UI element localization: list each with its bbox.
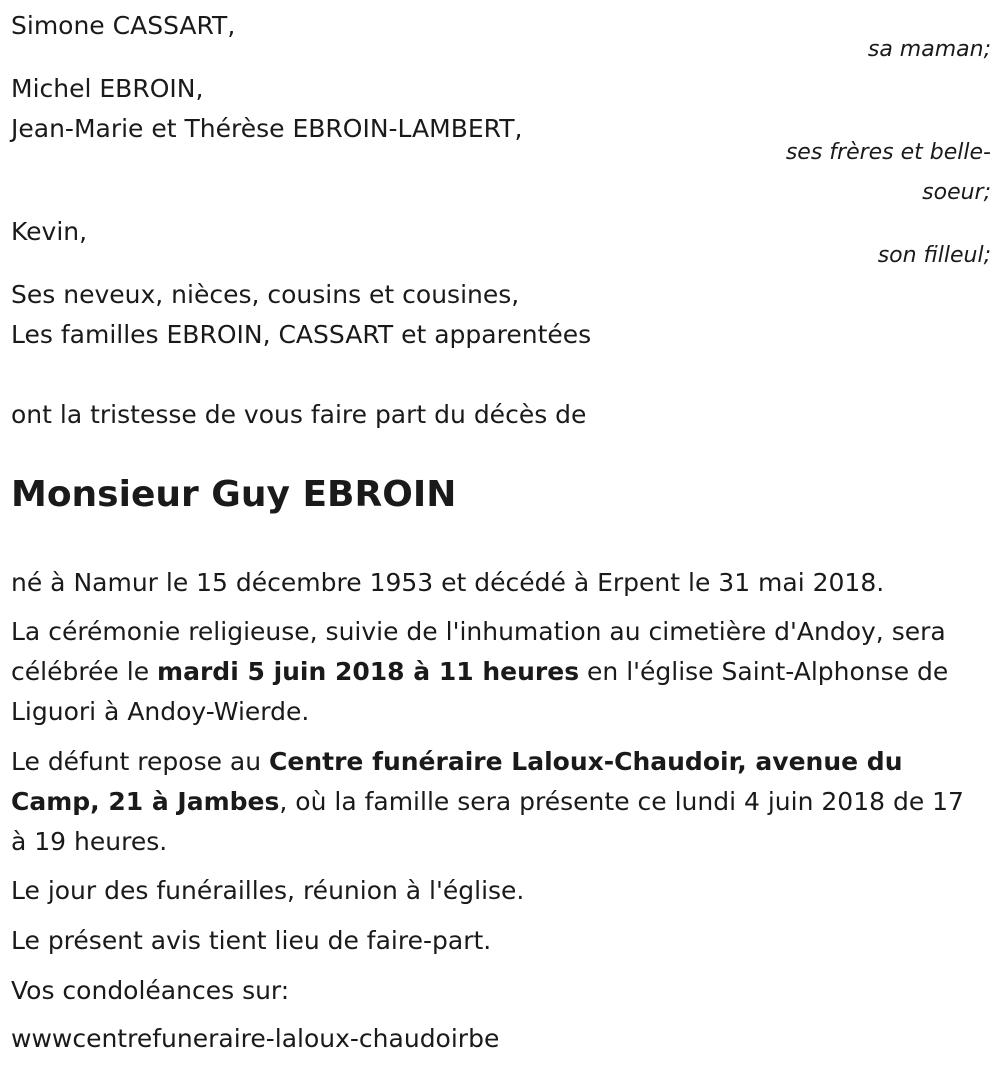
godson-name: Kevin, (11, 217, 88, 246)
condolences-label: Vos condoléances sur: (11, 976, 290, 1005)
announcement-intro: ont la tristesse de vous faire part du décès de (11, 400, 587, 429)
mother-name: Simone CASSART, (11, 11, 236, 40)
deceased-name: Monsieur Guy EBROIN (11, 474, 457, 515)
ceremony-text-end: en l'église Saint-Alphonse de Liguori à Andoy-Wierde. (11, 657, 949, 726)
meeting-text: Le jour des funérailles, réunion à l'église. (11, 876, 525, 905)
relatives-line-1: Ses neveux, nièces, cousins et cousines, (11, 280, 520, 309)
ceremony-paragraph (11, 612, 981, 732)
relatives-line-2: Les familles EBROIN, CASSART et apparentées (11, 320, 592, 349)
birth-death-text: né à Namur le 15 décembre 1953 et décédé à Erpent le 31 mai 2018. (11, 568, 885, 597)
brother-name-1: Michel EBROIN, (11, 74, 204, 103)
brother-name-2: Jean-Marie et Thérèse EBROIN-LAMBERT, (11, 114, 523, 143)
rest-paragraph (11, 742, 986, 862)
rest-text-start: Le défunt repose au (11, 747, 270, 776)
ceremony-date-time: mardi 5 juin 2018 à 11 heures (157, 657, 580, 686)
notice-text: Le présent avis tient lieu de faire-part. (11, 926, 492, 955)
brothers-role: ses frères et belle-soeur; (785, 140, 991, 205)
rest-text-end: , où la famille sera présente ce lundi 4 juin 2018 de 17 à 19 heures. (11, 787, 964, 856)
ceremony-text-start: La cérémonie religieuse, suivie de l'inhumation au cimetière d'Andoy, sera célébrée le (11, 617, 946, 686)
condolences-website: wwwcentrefuneraire-laloux-chaudoirbe (11, 1024, 500, 1053)
godson-role: son filleul; (877, 243, 991, 268)
mother-role: sa maman; (867, 37, 991, 62)
funeral-home-address: Centre funéraire Laloux-Chaudoir, avenue du Camp, 21 à Jambes (11, 747, 903, 816)
